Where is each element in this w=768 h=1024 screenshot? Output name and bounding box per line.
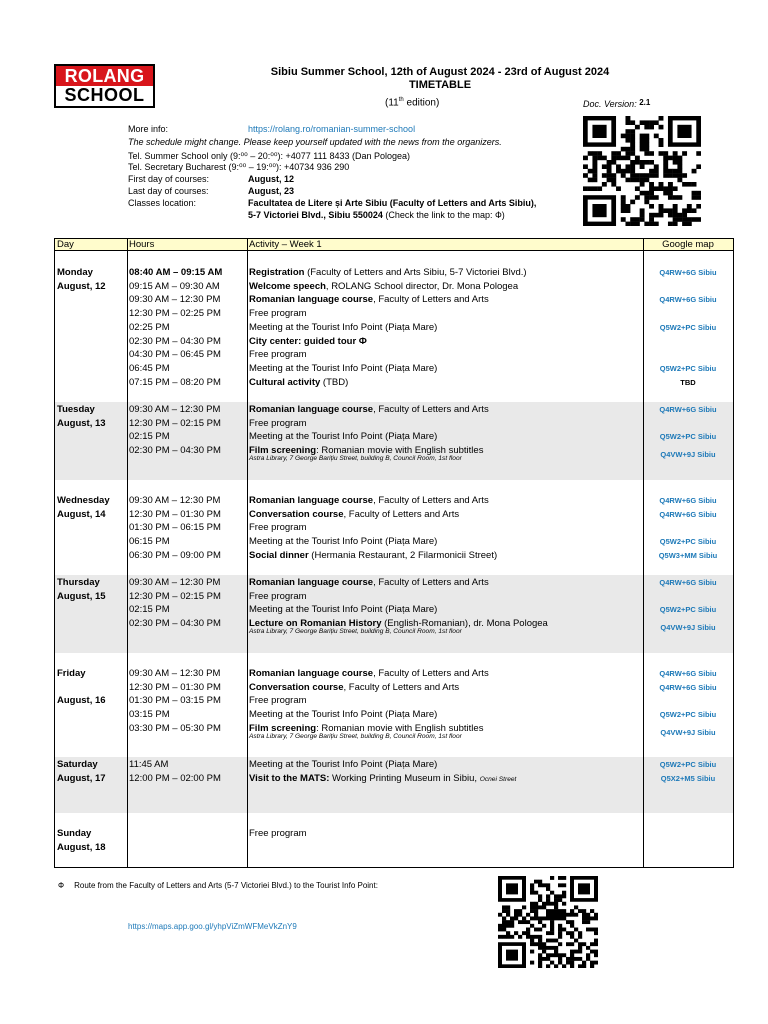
- activity-title: Conversation course: [249, 508, 344, 520]
- activity-cell: [249, 758, 437, 772]
- edition-label: [385, 97, 439, 108]
- google-map-code[interactable]: Q5W2+PC Sibiu: [659, 537, 717, 547]
- hours-cell: 06:45 PM: [129, 362, 170, 374]
- google-map-code[interactable]: Q5W2+PC Sibiu: [659, 322, 717, 332]
- tel-summer-school: Tel. Summer School only (9:⁰⁰ – 20:⁰⁰): +4077 111 8433 (Dan Pologea): [128, 151, 411, 161]
- hours-cell: 02:15 PM: [129, 431, 170, 443]
- google-map-code[interactable]: Q4RW+6G Sibiu: [659, 268, 717, 277]
- activity-detail: , Faculty of Letters and Arts: [373, 294, 489, 306]
- hours-cell: 12:30 PM – 02:15 PM: [129, 590, 221, 602]
- google-map-code[interactable]: Q4RW+6G Sibiu: [659, 509, 717, 519]
- activity-cell: [249, 681, 459, 695]
- day-name: Friday: [57, 668, 86, 679]
- hours-cell: 04:30 PM – 06:45 PM: [129, 349, 221, 361]
- day-name: Saturday: [57, 759, 98, 770]
- activity-detail: Meeting at the Tourist Info Point (Piața Mare): [249, 604, 438, 616]
- hours-cell: 09:30 AM – 12:30 PM: [129, 294, 221, 306]
- activity-title: Registration: [249, 267, 305, 278]
- header-activity: Activity – Week 1: [249, 239, 322, 250]
- location-line-1: Facultatea de Litere și Arte Sibiu (Faculty of Letters and Arts Sibiu),: [248, 198, 537, 208]
- activity-cell: [249, 708, 437, 722]
- activity-text: Free program: [249, 828, 307, 839]
- activity-title: Lecture on Romanian History: [249, 618, 382, 630]
- hours-cell: 06:30 PM – 09:00 PM: [129, 549, 221, 561]
- google-map-code[interactable]: Q4VW+9J Sibiu: [660, 623, 716, 633]
- more-info-label: More info:: [128, 124, 169, 134]
- activity-detail: Meeting at the Tourist Info Point (Piața Mare): [249, 709, 438, 721]
- activity-title: Romanian language course: [249, 577, 374, 588]
- activity-cell: [249, 417, 307, 431]
- day-date: August, 15: [57, 590, 106, 602]
- table-header: [55, 239, 733, 251]
- hours-cell: 06:15 PM: [129, 536, 170, 548]
- activity-title: City center: guided tour Ф: [249, 335, 367, 347]
- activity-cell: [249, 667, 489, 681]
- activity-detail: Meeting at the Tourist Info Point (Piața Mare): [249, 536, 438, 548]
- more-info-link[interactable]: https://rolang.ro/romanian-summer-school: [248, 124, 416, 134]
- activity-detail: Free program: [249, 695, 307, 707]
- doc-version-value: 2.1: [639, 98, 651, 107]
- google-map-code[interactable]: Q5W2+PC Sibiu: [659, 605, 717, 615]
- google-map-code[interactable]: Q5W2+PC Sibiu: [659, 432, 717, 442]
- google-map-code[interactable]: Q4VW+9J Sibiu: [660, 450, 716, 460]
- activity-location-note: Astra Library, 7 George Barițiu Street, building B, Council Room, 1st floor: [249, 627, 462, 635]
- google-map-code[interactable]: Q5X2+M5 Sibiu: [660, 773, 716, 783]
- last-day-value: August, 23: [248, 186, 295, 196]
- activity-cell: [249, 535, 437, 549]
- activity-cell: [249, 576, 489, 590]
- day-date: August, 18: [57, 841, 106, 853]
- hours-cell: 01:30 PM – 03:15 PM: [129, 695, 221, 707]
- rolang-logo: [54, 64, 155, 108]
- day-date: August, 17: [57, 772, 106, 784]
- hours-cell: 12:30 PM – 01:30 PM: [129, 681, 221, 693]
- activity-title: Welcome speech: [249, 280, 326, 292]
- google-map-code[interactable]: Q4RW+6G Sibiu: [659, 669, 717, 678]
- activity-cell: [249, 321, 437, 335]
- activity-cell: [249, 603, 437, 617]
- activity-title: Romanian language course: [249, 294, 374, 306]
- route-footnote: [58, 881, 378, 890]
- activity-cell: [249, 694, 307, 708]
- activity-cell: [249, 549, 497, 563]
- activity-detail: Working Printing Museum in Sibiu,: [329, 772, 480, 784]
- edition-sup: th: [398, 97, 404, 103]
- activity-title: Romanian language course: [249, 668, 374, 679]
- day-date: August, 13: [57, 417, 106, 429]
- hours-cell: 07:15 PM – 08:20 PM: [129, 376, 221, 388]
- hours-cell: 09:30 AM – 12:30 PM: [129, 404, 221, 415]
- activity-cell: [249, 494, 489, 508]
- activity-cell: [249, 280, 518, 294]
- hours-cell: 11:45 AM: [129, 759, 169, 770]
- activity-cell: [249, 293, 489, 307]
- activity-detail: (English-Romanian), dr. Mona Pologea: [381, 618, 548, 630]
- activity-detail: , Faculty of Letters and Arts: [373, 495, 489, 506]
- google-map-code[interactable]: Q4RW+6G Sibiu: [659, 405, 717, 414]
- document-subtitle: TIMETABLE: [408, 79, 472, 91]
- activity-detail: Free program: [249, 417, 307, 429]
- hours-cell: 02:25 PM: [129, 321, 170, 333]
- activity-detail: , Faculty of Letters and Arts: [343, 681, 460, 693]
- edition-post: edition): [403, 97, 440, 109]
- activity-title: Visit to the MATS:: [249, 772, 330, 784]
- activity-detail: Meeting at the Tourist Info Point (Piața Mare): [249, 431, 438, 443]
- activity-cell: [249, 348, 307, 362]
- activity-detail: : Romanian movie with English subtitles: [316, 722, 484, 734]
- activity-location-note: Astra Library, 7 George Barițiu Street, building B, Council Room, 1st floor: [249, 732, 462, 740]
- day-name: Monday: [57, 267, 93, 278]
- header-google-map: Google map: [662, 239, 714, 250]
- hours-cell: 09:30 AM – 12:30 PM: [129, 668, 221, 679]
- location-map-hint: (Check the link to the map: Ф): [382, 210, 505, 220]
- hours-cell: 09:15 AM – 09:30 AM: [129, 280, 220, 292]
- first-day-label: First day of courses:: [128, 174, 210, 184]
- activity-detail: : Romanian movie with English subtitles: [316, 445, 484, 457]
- activity-location-note: Ocnei Street: [479, 775, 517, 783]
- day-name: Wednesday: [57, 495, 110, 506]
- activity-detail: Meeting at the Tourist Info Point (Piața Mare): [249, 321, 438, 333]
- hours-cell: 03:30 PM – 05:30 PM: [129, 722, 221, 734]
- activity-detail: Meeting at the Tourist Info Point (Piața Mare): [249, 362, 438, 374]
- hours-cell: 12:30 PM – 02:25 PM: [129, 308, 221, 320]
- qr-code-icon: [583, 116, 701, 226]
- edition-pre: (11: [385, 97, 399, 109]
- day-name: Tuesday: [57, 404, 95, 415]
- activity-detail: (Hermania Restaurant, 2 Filarmonicii Street): [308, 549, 498, 561]
- google-map-code[interactable]: Q4RW+6G Sibiu: [659, 578, 717, 587]
- activity-detail: , Faculty of Letters and Arts: [373, 577, 489, 588]
- hours-cell: 09:30 AM – 12:30 PM: [129, 577, 221, 588]
- google-map-code: TBD: [680, 377, 696, 387]
- google-map-code[interactable]: Q5W2+PC Sibiu: [659, 760, 717, 769]
- google-map-code[interactable]: Q5W3+MM Sibiu: [658, 550, 718, 560]
- qr-code-icon: [498, 876, 598, 968]
- column-divider: [127, 239, 128, 867]
- activity-cell: [249, 508, 459, 522]
- google-map-code[interactable]: Q5W2+PC Sibiu: [659, 363, 717, 373]
- google-map-code[interactable]: Q4RW+6G Sibiu: [659, 295, 717, 305]
- google-map-code[interactable]: Q4RW+6G Sibiu: [659, 496, 717, 505]
- activity-title: Conversation course: [249, 681, 344, 693]
- hours-cell: 03:15 PM: [129, 709, 170, 721]
- activity-detail: (TBD): [320, 376, 349, 388]
- activity-cell: [249, 590, 307, 604]
- column-divider: [247, 239, 248, 867]
- doc-version: [583, 98, 650, 109]
- activity-title: Film screening: [249, 445, 317, 457]
- hours-cell: 08:40 AM – 09:15 AM: [129, 267, 223, 278]
- activity-detail: Free program: [249, 522, 307, 534]
- route-symbol: Ф: [58, 881, 65, 890]
- header-day: Day: [57, 239, 74, 250]
- activity-detail: (Faculty of Letters and Arts Sibiu, 5-7 Victoriei Blvd.): [304, 267, 527, 278]
- activity-title: Romanian language course: [249, 404, 374, 415]
- day-name: Sunday: [57, 828, 92, 839]
- hours-cell: 02:30 PM – 04:30 PM: [129, 445, 221, 457]
- header-hours: Hours: [129, 239, 155, 250]
- activity-cell: [249, 521, 307, 535]
- document-title: Sibiu Summer School, 12th of August 2024 - 23rd of August 2024: [270, 66, 610, 78]
- timetable: [54, 238, 734, 868]
- activity-detail: , Faculty of Letters and Arts: [373, 668, 489, 679]
- doc-version-label: Doc. Version:: [583, 99, 637, 109]
- activity-detail: Free program: [249, 590, 307, 602]
- hours-cell: 12:30 PM – 01:30 PM: [129, 508, 221, 520]
- route-text: Route from the Faculty of Letters and Arts (5-7 Victoriei Blvd.) to the Tourist Info Point:: [74, 881, 378, 890]
- last-day-label: Last day of courses:: [128, 186, 209, 196]
- hours-cell: 01:30 PM – 06:15 PM: [129, 522, 221, 534]
- activity-detail: Free program: [249, 308, 307, 320]
- activity-title: Film screening: [249, 722, 317, 734]
- tel-secretary: Tel. Secretary Bucharest (9:⁰⁰ – 19:⁰⁰): +40734 936 290: [128, 162, 350, 172]
- activity-title: Cultural activity: [249, 376, 321, 388]
- hours-cell: 02:30 PM – 04:30 PM: [129, 618, 221, 630]
- activity-cell: [249, 430, 437, 444]
- day-date: August, 12: [57, 280, 106, 292]
- logo-line-1: ROLANG: [56, 66, 153, 86]
- activity-title: Social dinner: [249, 549, 309, 561]
- activity-location-note: Astra Library, 7 George Barițiu Street, building B, Council Room, 1st floor: [249, 454, 462, 462]
- activity-cell: [249, 376, 348, 390]
- route-map-link[interactable]: https://maps.app.goo.gl/yhpViZmWFMeVkZnY9: [128, 922, 297, 931]
- day-name: Thursday: [57, 577, 100, 588]
- hours-cell: 09:30 AM – 12:30 PM: [129, 495, 221, 506]
- activity-detail: Free program: [249, 349, 307, 361]
- activity-cell: [249, 335, 367, 349]
- hours-cell: 12:30 PM – 02:15 PM: [129, 417, 221, 429]
- schedule-note: The schedule might change. Please keep yourself updated with the news from the organizers.: [128, 137, 502, 147]
- google-map-code[interactable]: Q4RW+6G Sibiu: [659, 682, 717, 692]
- day-date: August, 16: [57, 695, 106, 706]
- activity-cell: [249, 266, 527, 280]
- first-day-value: August, 12: [248, 174, 295, 184]
- logo-line-2: SCHOOL: [64, 85, 145, 105]
- activity-detail: , Faculty of Letters and Arts: [343, 508, 460, 520]
- activity-detail: , ROLANG School director, Dr. Mona Pologea: [325, 280, 519, 292]
- activity-detail: , Faculty of Letters and Arts: [373, 404, 489, 415]
- hours-cell: 12:00 PM – 02:00 PM: [129, 772, 221, 784]
- day-date: August, 14: [57, 508, 106, 520]
- location-line-2: [248, 210, 505, 221]
- location-label: Classes location:: [128, 198, 197, 208]
- hours-cell: 02:15 PM: [129, 604, 170, 616]
- google-map-code[interactable]: Q4VW+9J Sibiu: [660, 727, 716, 737]
- activity-cell: [249, 307, 307, 321]
- activity-cell: [249, 772, 516, 786]
- activity-detail: Meeting at the Tourist Info Point (Piața Mare): [249, 759, 438, 770]
- google-map-code[interactable]: Q5W2+PC Sibiu: [659, 710, 717, 720]
- activity-cell: [249, 362, 437, 376]
- location-address: 5-7 Victoriei Blvd., Sibiu 550024: [248, 210, 383, 220]
- hours-cell: 02:30 PM – 04:30 PM: [129, 335, 221, 347]
- document-title-block: [200, 66, 680, 92]
- column-divider: [643, 239, 644, 867]
- activity-cell: [249, 403, 489, 417]
- activity-title: Romanian language course: [249, 495, 374, 506]
